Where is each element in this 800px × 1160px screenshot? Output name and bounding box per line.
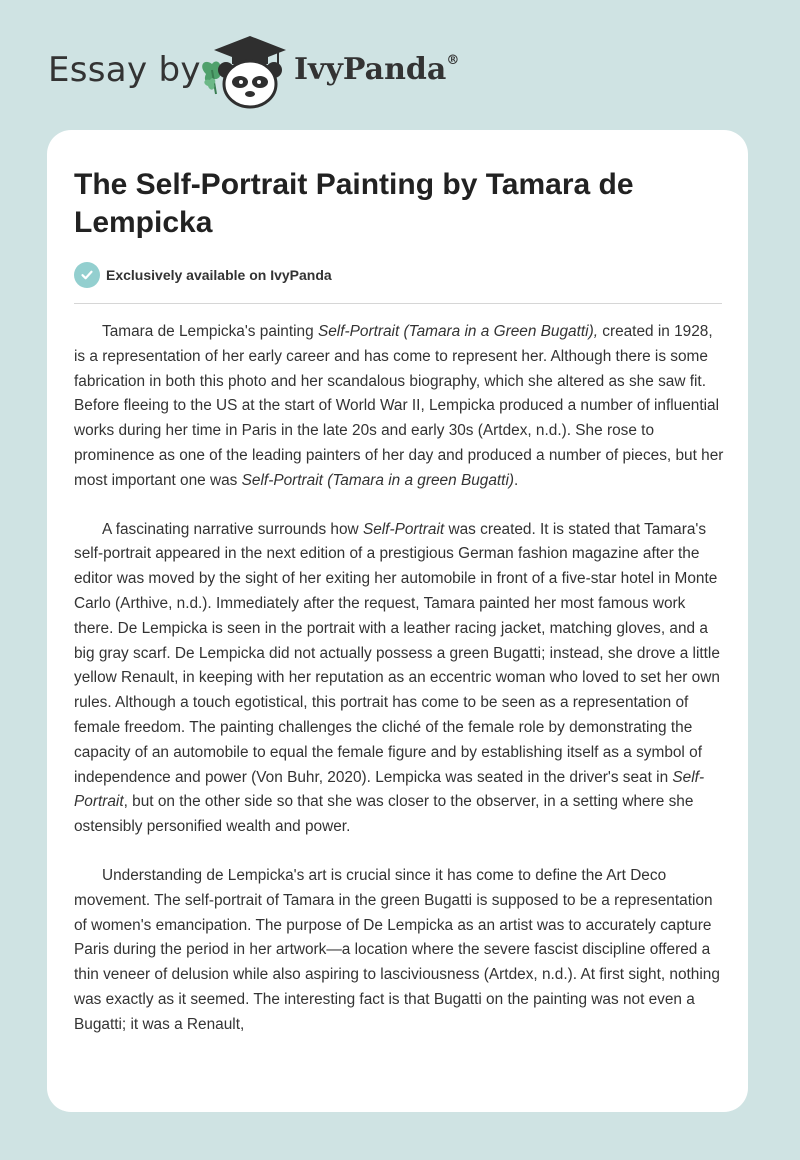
paragraph-text: created in 1928, is a representation of her early career and has come to represent her. Although there is some fabrication in both this photo and her scandalous biography, which she altered as she saw fit. Before fleeing to the US at the start of World War II, Lempicka produced a number of influential works during her time in Paris in the late 20s and early 30s (Artdex, n.d.). She rose to prominence as one of the leading painters of her day and produced a number of pieces, but her most important one was [74,323,724,489]
paragraph-text: Tamara de Lempicka's painting [102,323,318,340]
paragraph-text: . [513,471,519,489]
paragraph-text: Understanding de Lempicka's art is crucial since it has come to define the Art Deco movement. The self-portrait of Tamara in the green Bugatti is supposed to be a representation of women's emancipation. The purpose of De Lempicka as an artist was to accurately capture Paris during the period in her artwork—a location where the severe fascist discipline offered a thin veneer of delusion while also aspiring to lasciviousness (Artdex, n.d.). At first sight, nothing was exactly as it seemed. The interesting fact is that Bugatti on the painting was not even a Bugatti; it was a Renault, [74,866,720,1033]
checkmark-icon [74,262,100,288]
essay-paragraph [74,320,724,494]
paragraph-text: , but on the other side so that she was closer to the observer, in a setting where she ostensibly personified wealth and power. [74,793,694,836]
paragraph-text: was created. It is stated that Tamara's self-portrait appeared in the next edition of a prestigious German fashion magazine after the editor was moved by the sight of her exiting her automobile in front of a five-star hotel in Monte Carlo (Arthive, n.d.). Immediately after the request, Tamara painted her most famous work there. De Lempicka is seen in the portrait with a leather racing jacket, matching gloves, and a big gray scarf. De Lempicka did not actually possess a green Bugatti; instead, she drove a little yellow Renault, in keeping with her reputation as an eccentric woman who loved to set her own rules. Although a touch egotistical, this portrait has come to be seen as a representation of female freedom. The painting challenges the cliché of the female role by demonstrating the capacity of an automobile to equal the female figure and by establishing itself as a symbol of independence and power (Von Buhr, 2020). Lempicka was seated in the driver's seat in [74,520,720,786]
trademark-symbol: ® [446,53,460,68]
title-divider [74,303,722,304]
brand-text: IvyPanda [294,52,447,87]
exclusive-badge [74,262,332,288]
essay-paragraph [74,864,724,1038]
italic-title-text: Self-Portrait [74,768,705,811]
italic-title-text: Self-Portrait (Tamara in a green Bugatti) [241,471,514,489]
ivypanda-logo-icon[interactable] [198,34,290,110]
essay-card [47,130,748,1112]
essay-paragraph [74,518,724,840]
essay-body [74,320,724,1062]
site-header [0,0,800,130]
italic-title-text: Self-Portrait (Tamara in a Green Bugatti), [317,323,598,340]
brand-name[interactable] [294,52,459,87]
italic-title-text: Self-Portrait [362,520,445,538]
essay-title: The Self-Portrait Painting by Tamara de Lempicka [74,168,634,239]
paragraph-text: A fascinating narrative surrounds how [102,520,363,538]
essay-by-label: Essay by [48,50,201,90]
exclusive-badge-label: Exclusively available on IvyPanda [106,267,332,283]
